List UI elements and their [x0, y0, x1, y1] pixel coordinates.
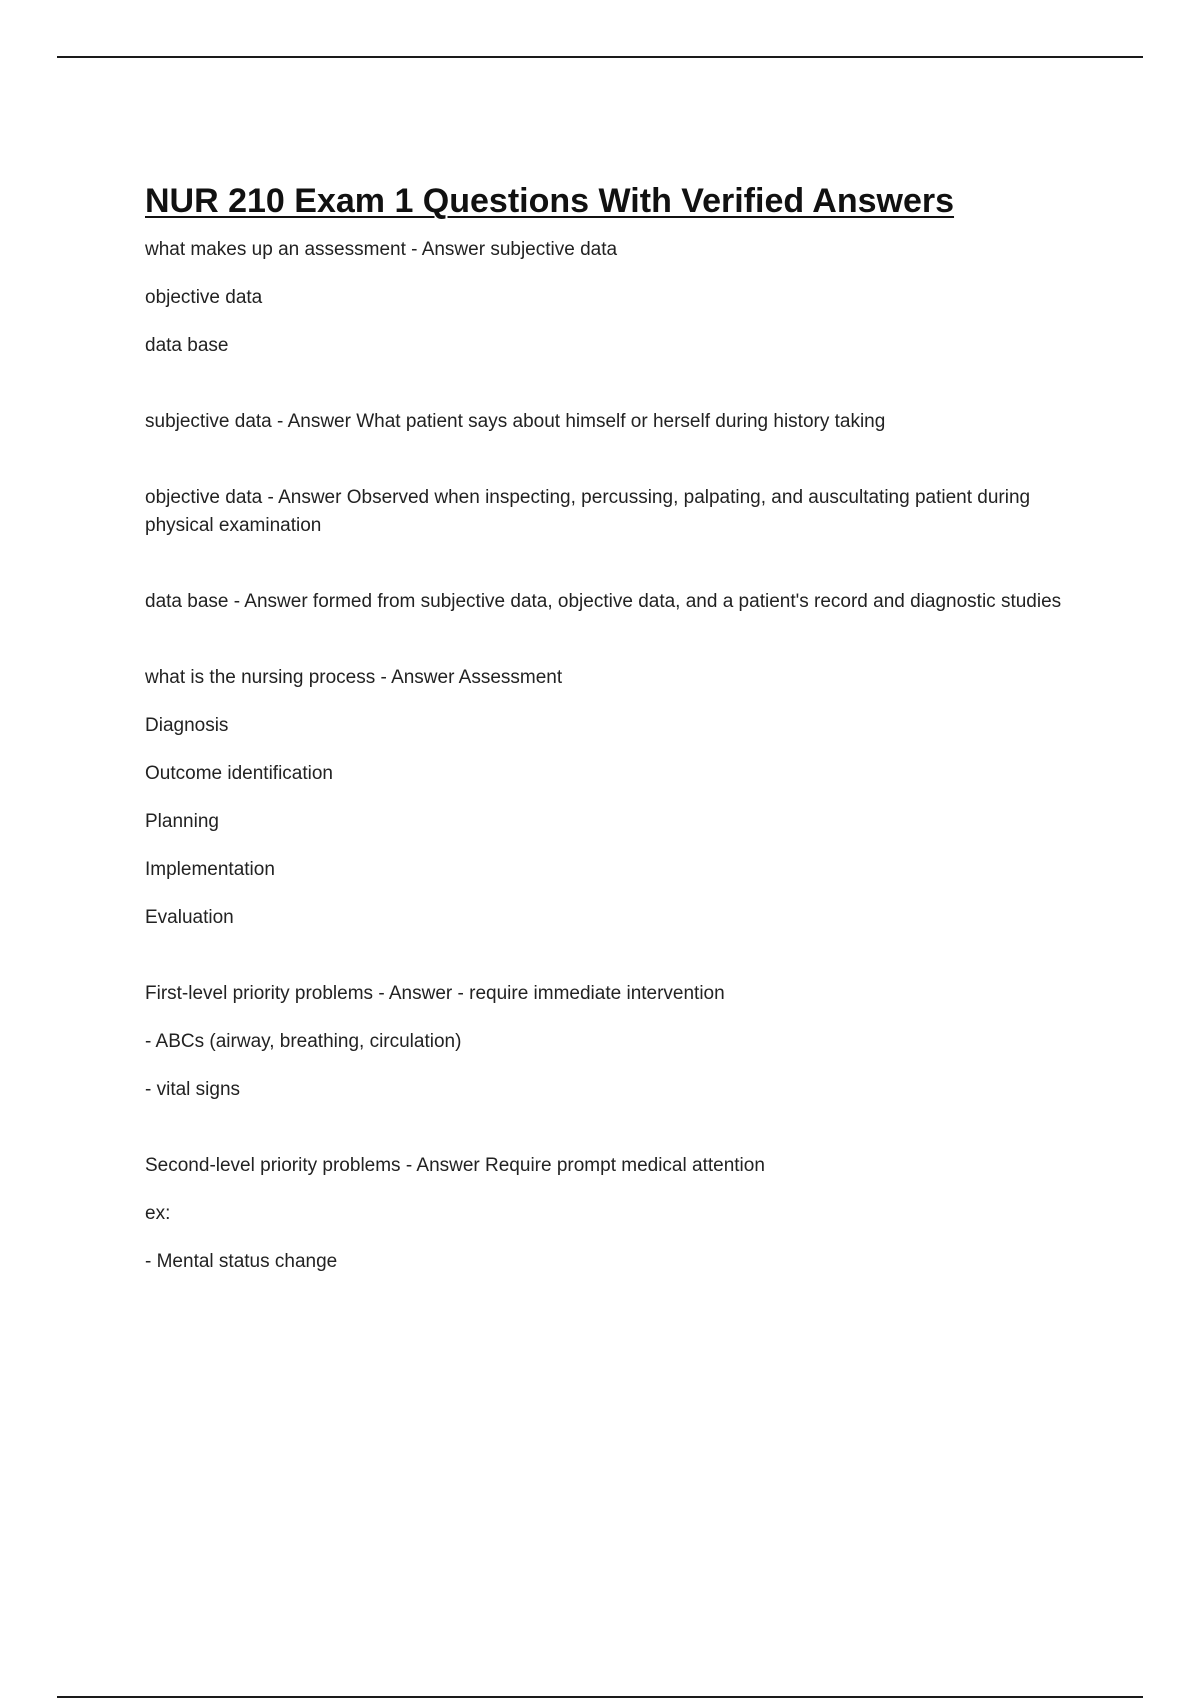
header-rule	[57, 56, 1143, 58]
document-title: NUR 210 Exam 1 Questions With Verified Answers	[145, 182, 955, 220]
qa-entry	[145, 484, 1075, 540]
qa-line: ex:	[145, 1203, 171, 1224]
qa-line: - Mental status change	[145, 1251, 338, 1272]
qa-entry	[145, 1152, 1075, 1276]
document-body	[145, 178, 1075, 1296]
qa-line: - vital signs	[145, 1079, 241, 1100]
qa-line: Evaluation	[145, 907, 234, 928]
qa-line: Diagnosis	[145, 715, 229, 736]
qa-line: Planning	[145, 811, 219, 832]
qa-line: Second-level priority problems - Answer Require prompt medical attention	[145, 1155, 765, 1176]
qa-line: what makes up an assessment - Answer subjective data	[145, 239, 618, 260]
qa-line: data base - Answer formed from subjective data, objective data, and a patient's record and diagnostic studies	[145, 591, 1062, 612]
qa-line: subjective data - Answer What patient says about himself or herself during history taking	[145, 411, 886, 432]
qa-entry	[145, 408, 1075, 436]
qa-entry	[145, 236, 1075, 360]
qa-line: data base	[145, 335, 229, 356]
qa-line: Implementation	[145, 859, 275, 880]
footer-rule	[57, 1696, 1143, 1698]
qa-line: Outcome identification	[145, 763, 333, 784]
qa-entry	[145, 980, 1075, 1104]
qa-line: objective data	[145, 287, 263, 308]
qa-line: First-level priority problems - Answer - require immediate intervention	[145, 983, 725, 1004]
qa-line: what is the nursing process - Answer Assessment	[145, 667, 563, 688]
qa-line: - ABCs (airway, breathing, circulation)	[145, 1031, 462, 1052]
qa-line: objective data - Answer Observed when inspecting, percussing, palpating, and auscultating patient during physical examination	[145, 487, 1031, 536]
qa-entry	[145, 664, 1075, 932]
qa-entry	[145, 588, 1075, 616]
